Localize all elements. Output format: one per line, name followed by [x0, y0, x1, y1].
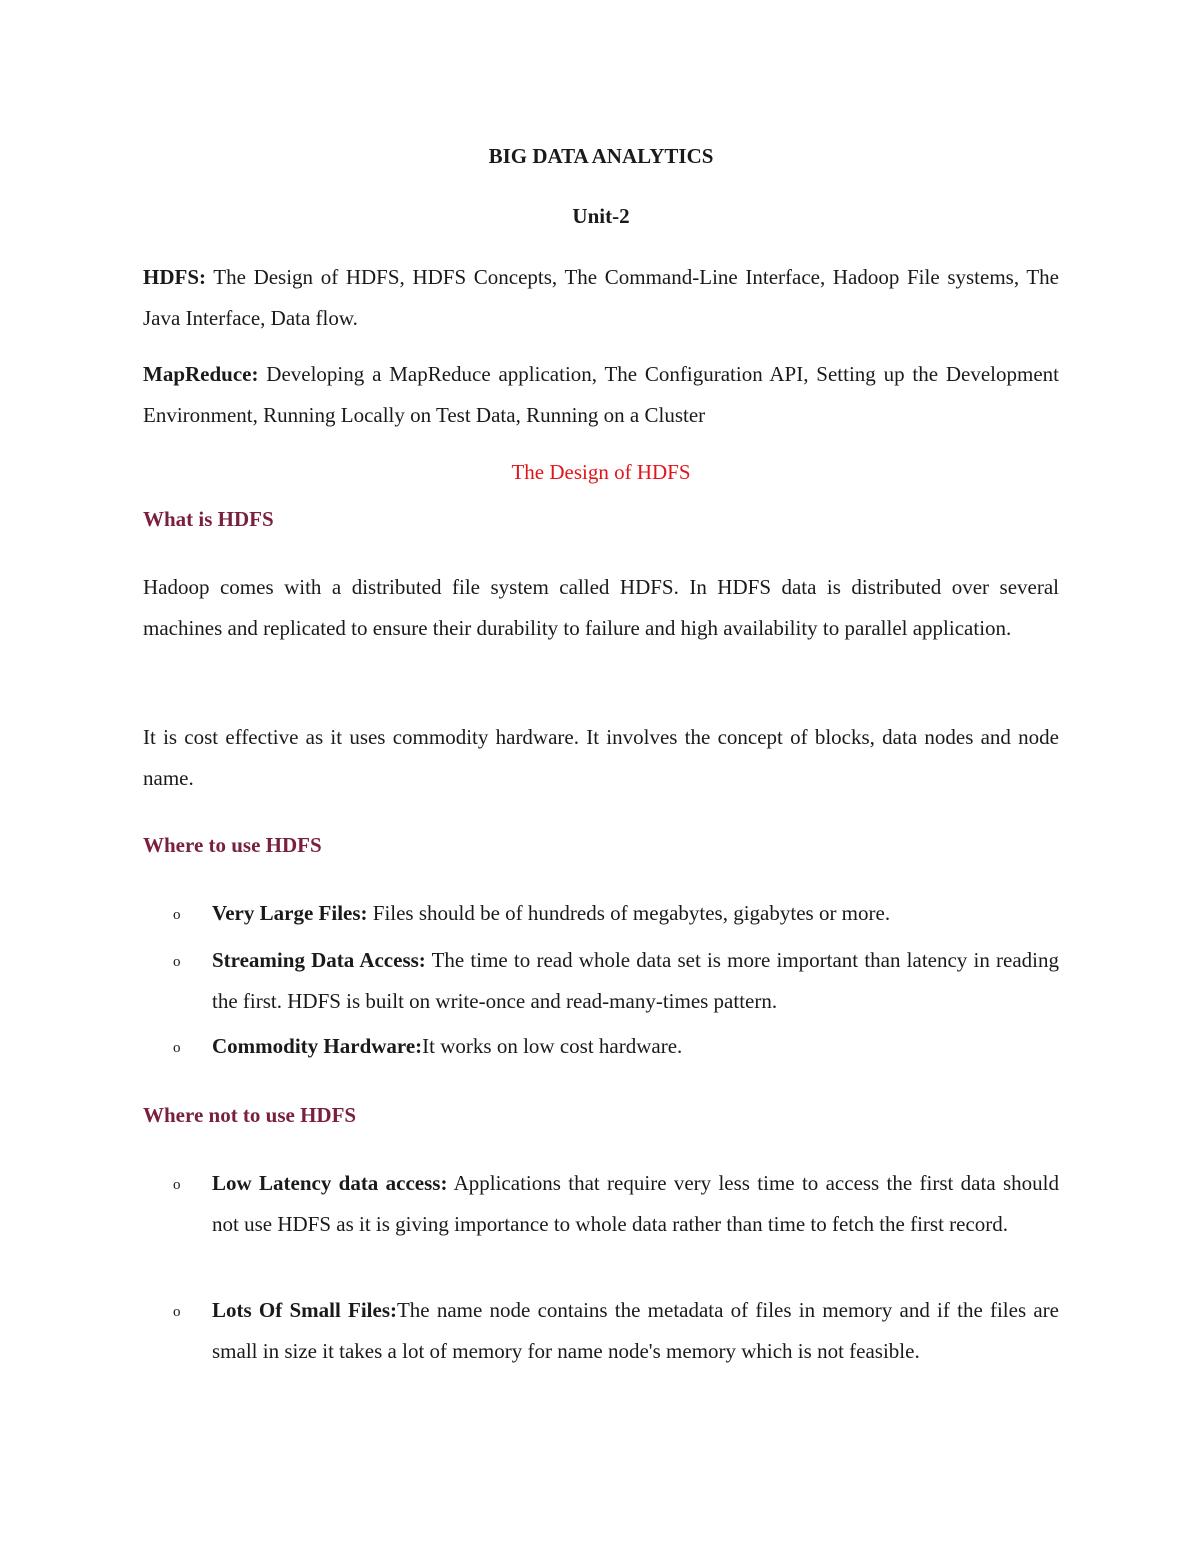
list-item-label: Commodity Hardware:: [212, 1034, 423, 1058]
list-item-label: Streaming Data Access:: [212, 948, 426, 972]
list-item-label: Very Large Files:: [212, 901, 368, 925]
what-is-paragraph-1: Hadoop comes with a distributed file system called HDFS. In HDFS data is distributed over several machines and replicated to ensure their durability to failure and high availability to parallel application.: [143, 575, 1059, 640]
unit-label: Unit-2: [572, 204, 630, 228]
section-title: The Design of HDFS: [511, 460, 691, 484]
hdfs-syllabus-paragraph: [143, 257, 1059, 339]
list-item-text: Files should be of hundreds of megabytes, gigabytes or more.: [367, 901, 891, 925]
list-item: [212, 893, 1059, 934]
list-item-text: It works on low cost hardware.: [422, 1034, 683, 1058]
where-not-to-use-heading: Where not to use HDFS: [143, 1103, 357, 1127]
what-is-paragraph-2: It is cost effective as it uses commodity hardware. It involves the concept of blocks, data nodes and node name.: [143, 725, 1059, 790]
hdfs-syllabus-label: HDFS:: [143, 265, 206, 289]
list-item: [212, 1290, 1059, 1372]
bullet-marker: o: [173, 1177, 181, 1193]
hdfs-syllabus-text: The Design of HDFS, HDFS Concepts, The Command-Line Interface, Hadoop File systems, The Java Interface, Data flow.: [143, 265, 1059, 330]
bullet-marker: o: [173, 1040, 181, 1056]
where-to-use-heading: Where to use HDFS: [143, 833, 322, 857]
list-item-text: Applications that require very less time to access the first data should not use HDFS as it is giving importance to whole data rather than time to fetch the first record.: [212, 1171, 1059, 1236]
mapreduce-syllabus-text: Developing a MapReduce application, The Configuration API, Setting up the Development Environment, Running Locally on Test Data, Running on a Cluster: [143, 362, 1059, 427]
list-item: [212, 1026, 1059, 1067]
list-item: [212, 1163, 1059, 1245]
list-item-label: Lots Of Small Files:: [212, 1298, 397, 1322]
mapreduce-syllabus-paragraph: [143, 354, 1059, 436]
bullet-marker: o: [173, 907, 181, 923]
bullet-marker: o: [173, 954, 181, 970]
list-item-text: The name node contains the metadata of files in memory and if the files are small in size it takes a lot of memory for name node's memory which is not feasible.: [212, 1298, 1059, 1363]
list-item: [212, 940, 1059, 1022]
document-title: BIG DATA ANALYTICS: [488, 144, 714, 168]
what-is-heading: What is HDFS: [143, 507, 274, 531]
bullet-marker: o: [173, 1304, 181, 1320]
list-item-label: Low Latency data access:: [212, 1171, 448, 1195]
mapreduce-syllabus-label: MapReduce:: [143, 362, 259, 386]
list-item-text: The time to read whole data set is more important than latency in reading the first. HDFS is built on write-once and read-many-times pattern.: [212, 948, 1059, 1013]
